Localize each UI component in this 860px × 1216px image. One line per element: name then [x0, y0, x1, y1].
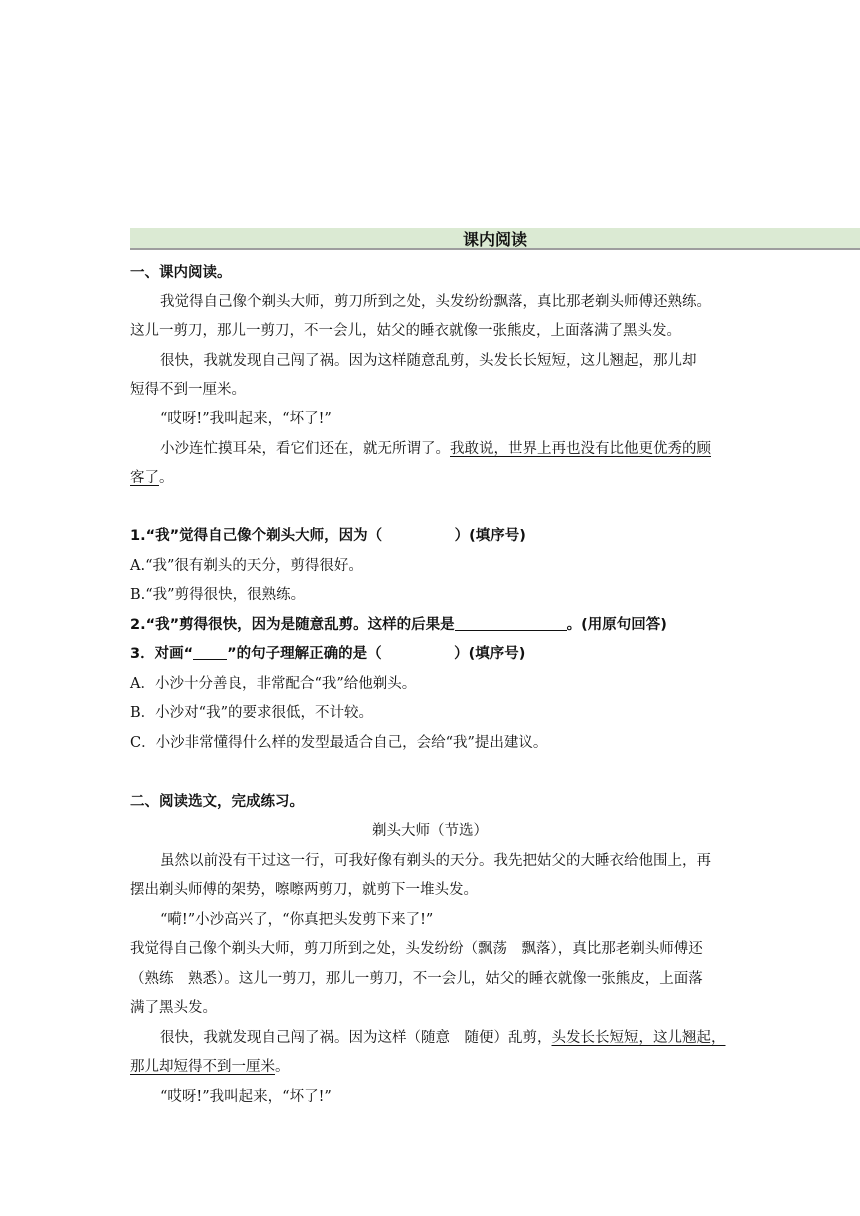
passage2-text: 很快，我就发现自己闯了祸。因为这样（随意 随便）乱剪，	[160, 1030, 552, 1046]
passage2-line: 我觉得自己像个剃头大师，剪刀所到之处，头发纷纷（飘荡 飘落），真比那老剃头师傅还	[130, 941, 703, 957]
question-3	[130, 643, 730, 665]
passage2-line	[130, 1027, 760, 1049]
q3-option-b: B．小沙对“我”的要求很低，不计较。	[130, 705, 373, 721]
q3-option-a: A．小沙十分善良，非常配合“我”给他剃头。	[130, 676, 417, 692]
passage1-text: 。	[159, 470, 174, 486]
passage1-line: 短得不到一厘米。	[130, 382, 246, 398]
banner-title: 课内阅读	[462, 230, 527, 249]
passage1-line: “哎呀!”我叫起来，“坏了!”	[160, 411, 332, 427]
passage2-line: （熟练 熟悉）。这儿一剪刀，那儿一剪刀，不一会儿，姑父的睡衣就像一张熊皮，上面落	[130, 971, 703, 987]
section1-heading: 一、课内阅读。	[130, 265, 232, 281]
section2-heading: 二、阅读选文，完成练习。	[130, 794, 304, 810]
passage1-line	[130, 467, 730, 489]
underlined-sentence: 那儿却短得不到一厘米	[130, 1059, 275, 1075]
passage1-line	[130, 438, 760, 460]
passage2-line: 摆出剃头师傅的架势，嚓嚓两剪刀，就剪下一堆头发。	[130, 882, 478, 898]
q3-option-c: C．小沙非常懂得什么样的发型最适合自己，会给“我”提出建议。	[130, 735, 548, 751]
underlined-sentence: 我敢说，世界上再也没有比他更优秀的顾	[450, 441, 711, 457]
passage1-line: 这儿一剪刀，那儿一剪刀，不一会儿，姑父的睡衣就像一张熊皮，上面落满了黑头发。	[130, 323, 681, 339]
passage2-text: 。	[275, 1059, 290, 1075]
passage1-text: 小沙连忙摸耳朵，看它们还在，就无所谓了。	[160, 441, 450, 457]
q2-text: 2.“我”剪得很快，因为是随意乱剪。这样的后果是	[130, 617, 455, 633]
q3-text-end: ”的句子理解正确的是（ ）(填序号)	[227, 646, 526, 662]
q3-text: 3．对画“	[130, 646, 194, 662]
passage2-line	[130, 1056, 730, 1078]
underline-mark	[193, 643, 227, 660]
q2-text-end: 。(用原句回答)	[566, 617, 667, 633]
passage2-line: 虽然以前没有干过这一行，可我好像有剃头的天分。我先把姑父的大睡衣给他围上，再	[160, 853, 711, 869]
passage1-line: 很快，我就发现自己闯了祸。因为这样随意乱剪，头发长长短短，这儿翘起，那儿却	[160, 353, 697, 369]
passage2-title: 剃头大师（节选）	[372, 823, 488, 839]
q1-option-a: A.“我”很有剃头的天分，剪得很好。	[130, 558, 363, 574]
question-1: 1.“我”觉得自己像个剃头大师，因为（ ）(填序号)	[130, 528, 526, 544]
answer-blank[interactable]	[455, 614, 567, 631]
passage2-line: “哎呀!”我叫起来，“坏了!”	[160, 1089, 332, 1105]
underlined-sentence: 客了	[130, 470, 159, 486]
passage2-line: “嗬!”小沙高兴了，“你真把头发剪下来了!”	[160, 912, 434, 928]
q1-option-b: B.“我”剪得很快，很熟练。	[130, 587, 306, 603]
passage1-line: 我觉得自己像个剃头大师，剪刀所到之处，头发纷纷飘落，真比那老剃头师傅还熟练。	[160, 294, 711, 310]
question-2	[130, 614, 730, 636]
passage2-line: 满了黑头发。	[130, 1000, 217, 1016]
underlined-sentence: 头发长长短短，这儿翘起，	[551, 1030, 726, 1046]
